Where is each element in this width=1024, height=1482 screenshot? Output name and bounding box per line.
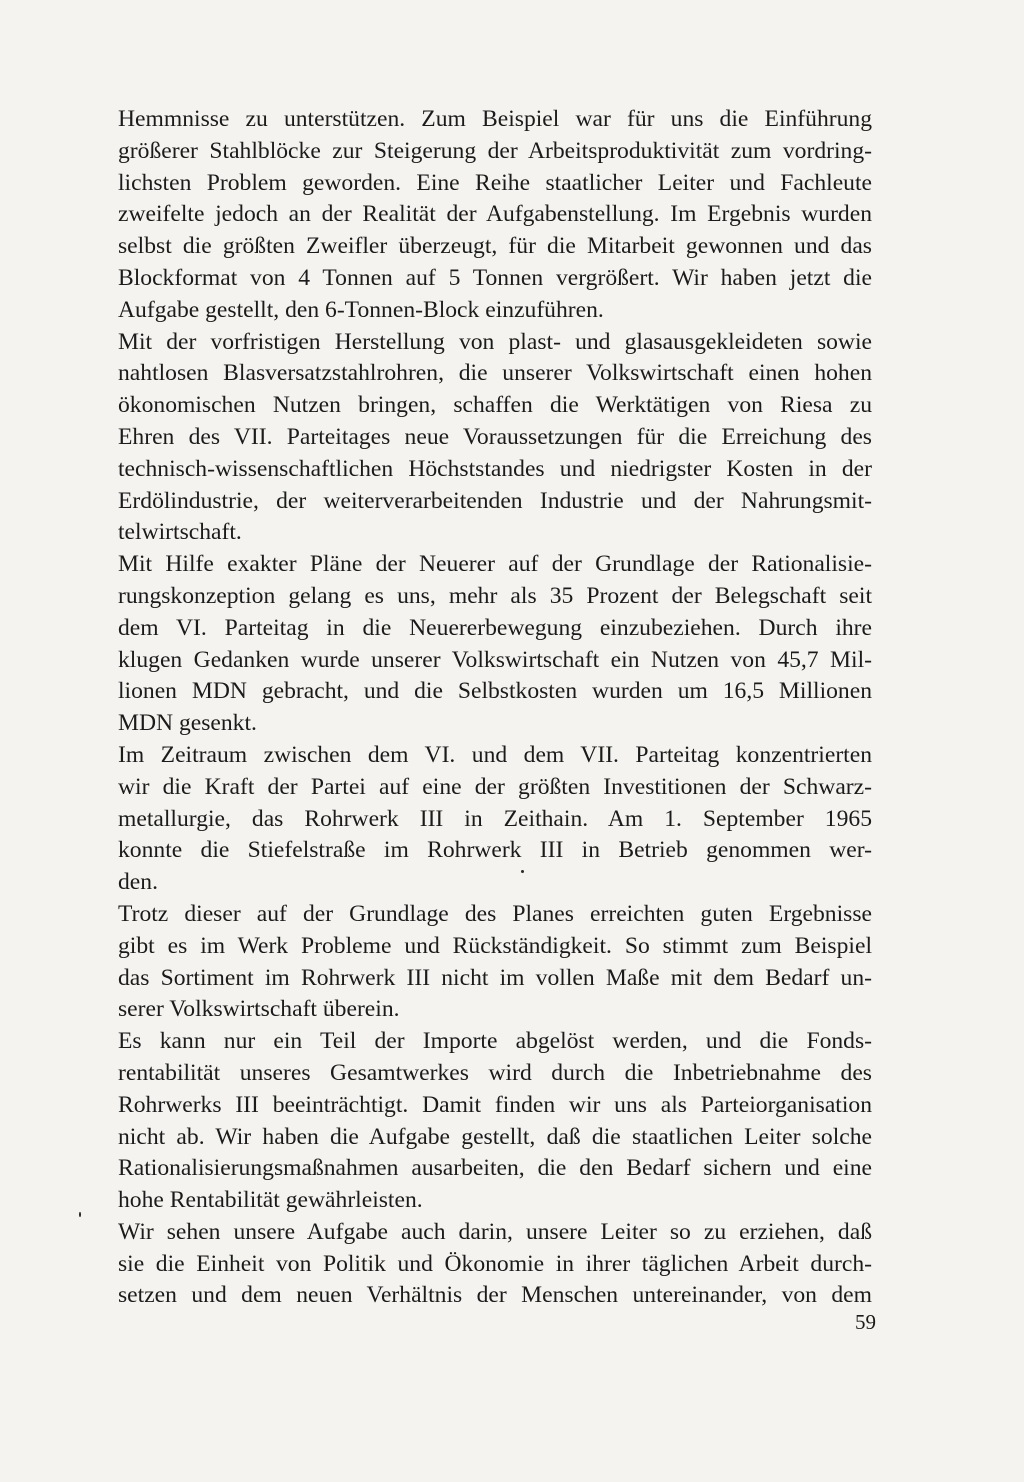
text-line: setzen und dem neuen Verhältnis der Menschen untereinander, von dem bbox=[118, 1282, 872, 1309]
text-line: das Sortiment im Rohrwerk III nicht im vollen Maße mit dem Bedarf un- bbox=[118, 964, 872, 991]
text-line: wir die Kraft der Partei auf eine der größten Investitionen der Schwarz- bbox=[118, 773, 872, 800]
text-line: ökonomischen Nutzen bringen, schaffen die Werktätigen von Riesa zu bbox=[118, 392, 872, 419]
text-line: rentabilität unseres Gesamtwerkes wird durch die Inbetriebnahme des bbox=[118, 1059, 872, 1086]
text-line: hohe Rentabilität gewährleisten. bbox=[118, 1187, 423, 1214]
text-line: klugen Gedanken wurde unserer Volkswirtschaft ein Nutzen von 45,7 Mil- bbox=[118, 646, 872, 673]
text-line: Es kann nur ein Teil der Importe abgelöst werden, und die Fonds- bbox=[118, 1028, 872, 1055]
text-line: zweifelte jedoch an der Realität der Aufgabenstellung. Im Ergebnis wurden bbox=[118, 201, 872, 228]
text-line: den. bbox=[118, 869, 158, 896]
text-line: Blockformat von 4 Tonnen auf 5 Tonnen vergrößert. Wir haben jetzt die bbox=[118, 264, 872, 291]
text-line: Trotz dieser auf der Grundlage des Planes erreichten guten Ergebnisse bbox=[118, 900, 872, 927]
text-line: Ehren des VII. Parteitages neue Voraussetzungen für die Erreichung des bbox=[118, 423, 872, 450]
text-line: Rohrwerks III beeinträchtigt. Damit finden wir uns als Parteiorganisation bbox=[118, 1091, 872, 1118]
text-line: dem VI. Parteitag in die Neuererbewegung einzubeziehen. Durch ihre bbox=[118, 614, 872, 641]
text-line: MDN gesenkt. bbox=[118, 710, 257, 737]
text-line: Hemmnisse zu unterstützen. Zum Beispiel war für uns die Einführung bbox=[118, 106, 872, 132]
text-line: metallurgie, das Rohrwerk III in Zeithain. Am 1. September 1965 bbox=[118, 805, 872, 832]
text-line: nicht ab. Wir haben die Aufgabe gestellt, daß die staatlichen Leiter solche bbox=[118, 1123, 872, 1150]
text-line: Aufgabe gestellt, den 6-Tonnen-Block einzuführen. bbox=[118, 296, 604, 323]
text-line: nahtlosen Blasversatzstahlrohren, die unserer Volkswirtschaft einen hohen bbox=[118, 360, 872, 387]
text-line: gibt es im Werk Probleme und Rückständigkeit. So stimmt zum Beispiel bbox=[118, 932, 872, 959]
page-number: 59 bbox=[855, 1310, 876, 1334]
text-line: Rationalisierungsmaßnahmen ausarbeiten, die den Bedarf sichern und eine bbox=[118, 1155, 872, 1182]
text-line: konnte die Stiefelstraße im Rohrwerk III in Betrieb genommen wer- bbox=[118, 837, 872, 864]
text-line: technisch-wissenschaftlichen Höchststandes und niedrigster Kosten in der bbox=[118, 455, 872, 482]
text-line: lionen MDN gebracht, und die Selbstkosten wurden um 16,5 Millionen bbox=[118, 678, 872, 705]
text-line: telwirtschaft. bbox=[118, 519, 242, 546]
text-line: Wir sehen unsere Aufgabe auch darin, unsere Leiter so zu erziehen, daß bbox=[118, 1218, 872, 1245]
text-line: Erdölindustrie, der weiterverarbeitenden Industrie und der Nahrungsmit- bbox=[118, 487, 872, 514]
text-line: Mit Hilfe exakter Pläne der Neuerer auf der Grundlage der Rationalisie- bbox=[118, 551, 872, 578]
text-line: größerer Stahlblöcke zur Steigerung der Arbeitsproduktivität zum vordring- bbox=[118, 137, 872, 164]
text-line: Mit der vorfristigen Herstellung von plast- und glasausgekleideten sowie bbox=[118, 328, 872, 355]
scan-speck bbox=[521, 870, 524, 873]
text-line: sie die Einheit von Politik und Ökonomie in ihrer täglichen Arbeit durch- bbox=[118, 1250, 872, 1277]
text-line: rungskonzeption gelang es uns, mehr als 35 Prozent der Belegschaft seit bbox=[118, 582, 872, 609]
text-line: Im Zeitraum zwischen dem VI. und dem VII. Parteitag konzentrierten bbox=[118, 741, 872, 768]
text-line: selbst die größten Zweifler überzeugt, für die Mitarbeit gewonnen und das bbox=[118, 233, 872, 260]
text-line: lichsten Problem geworden. Eine Reihe staatlicher Leiter und Fachleute bbox=[118, 169, 872, 196]
scan-speck bbox=[79, 1212, 81, 1217]
body-text bbox=[118, 104, 872, 1312]
text-line: serer Volkswirtschaft überein. bbox=[118, 996, 400, 1023]
